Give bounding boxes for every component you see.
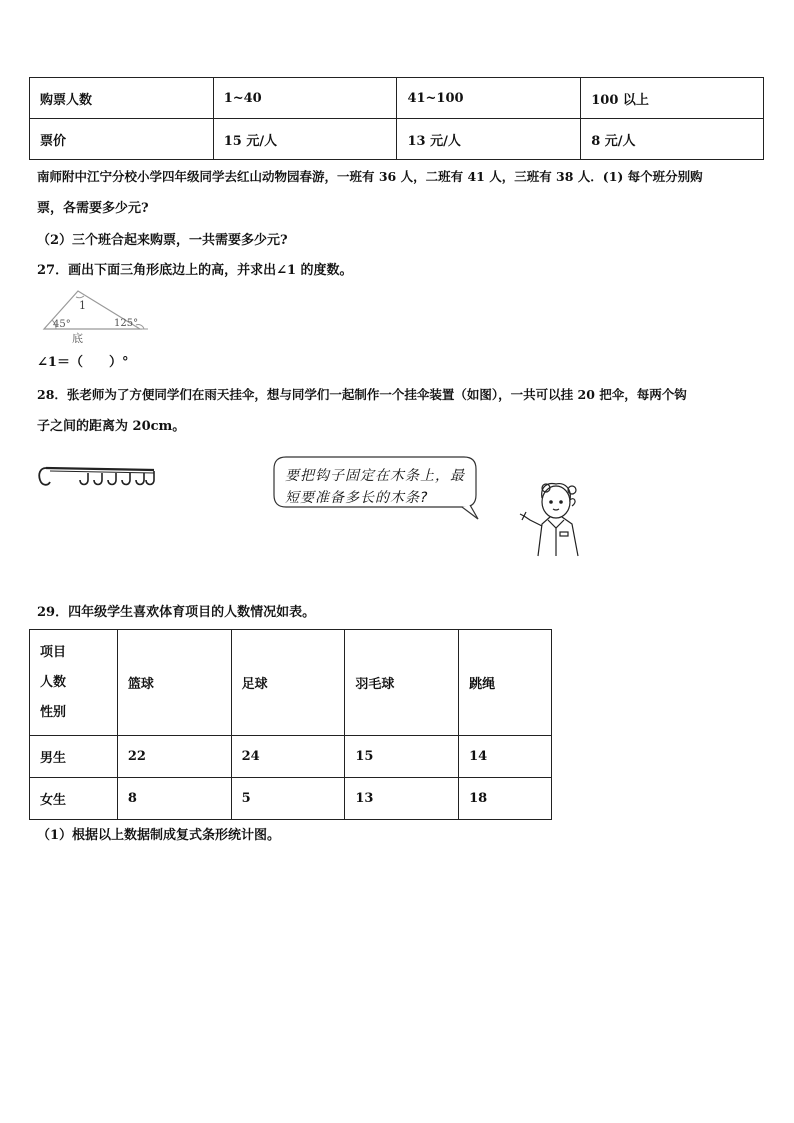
bar-end-hook [39,468,50,485]
table-cell: 13 元/人 [397,119,581,160]
base-label: 底 [72,332,83,345]
table-cell: 41~100 [397,78,581,119]
table-row [30,119,764,160]
table-cell: 8 [117,778,231,820]
top-angle-arc [76,296,84,298]
corner-label-gender: 性别 [40,704,67,720]
speech-bubble-tail [462,505,478,519]
hook [122,473,130,485]
table-cell: 8 元/人 [581,119,764,160]
hook [108,473,116,485]
ticket-price-table [29,77,764,160]
teacher-collar [548,520,564,528]
header-cell: 篮球 [117,630,231,736]
hook [136,473,144,485]
table-cell: 15 [345,736,459,778]
teacher-body-left [538,517,550,556]
right-angle-label: 125° [114,318,139,329]
teacher-mouth [553,509,559,510]
table-cell: 18 [459,778,552,820]
row-label: 女生 [30,778,118,820]
table-cell: 22 [117,736,231,778]
corner-label-item: 项目 [40,644,67,660]
table-cell: 100 以上 [581,78,764,119]
wooden-bar [46,468,154,470]
q28-line2: 子之间的距离为 20cm。 [37,419,186,434]
q26-line3: （2）三个班合起来购票，一共需要多少元? [37,233,288,248]
bubble-line2: 短要准备多长的木条? [285,490,429,506]
teacher-badge [560,532,568,536]
table-header-row [30,630,552,736]
bubble-line1: 要把钩子固定在木条上，最 [285,468,465,484]
teacher-eye [560,501,562,503]
table-row [30,736,552,778]
table-cell: 24 [231,736,345,778]
q28-line1: 28．张老师为了方便同学们在雨天挂伞，想与同学们一起制作一个挂伞装置（如图），一共可以挂 20 把伞，每两个钩 [37,387,687,402]
corner-label-count: 人数 [40,674,67,690]
header-corner-cell [30,630,118,736]
left-angle-label: 45° [53,319,71,330]
q29-sub1: （1）根据以上数据制成复式条形统计图。 [37,828,281,843]
teacher-illustration [518,476,588,562]
q26-line2: 票，各需要多少元? [37,201,149,216]
teacher-head [542,486,570,518]
table-cell: 购票人数 [30,78,214,119]
sports-table [29,629,552,820]
teacher-arm [524,516,542,526]
q26-line1: 南师附中江宁分校小学四年级同学去红山动物园春游，一班有 36 人，二班有 41 人，三班有 38 人．(1) 每个班分别购 [37,169,703,184]
q27-text: 27．画出下面三角形底边上的高，并求出∠1 的度数。 [37,263,353,278]
row-label: 男生 [30,736,118,778]
teacher-eye [550,501,552,503]
table-row [30,778,552,820]
table-cell: 5 [231,778,345,820]
hook [80,473,88,485]
table-cell: 13 [345,778,459,820]
header-cell: 羽毛球 [345,630,459,736]
table-cell: 15 元/人 [213,119,397,160]
wooden-bar-edge [50,471,154,473]
table-cell: 票价 [30,119,214,160]
hook [94,473,102,485]
header-cell: 跳绳 [459,630,552,736]
table-row [30,78,764,119]
angle-1-label: 1 [79,299,86,312]
q27-answer: ∠1＝（ ）° [37,355,129,370]
table-cell: 1~40 [213,78,397,119]
teacher-pointing-hand [520,512,526,520]
header-cell: 足球 [231,630,345,736]
table-cell: 14 [459,736,552,778]
q29-text: 29．四年级学生喜欢体育项目的人数情况如表。 [37,605,316,620]
umbrella-hook-bar-figure [36,460,158,492]
triangle-figure [40,285,150,347]
